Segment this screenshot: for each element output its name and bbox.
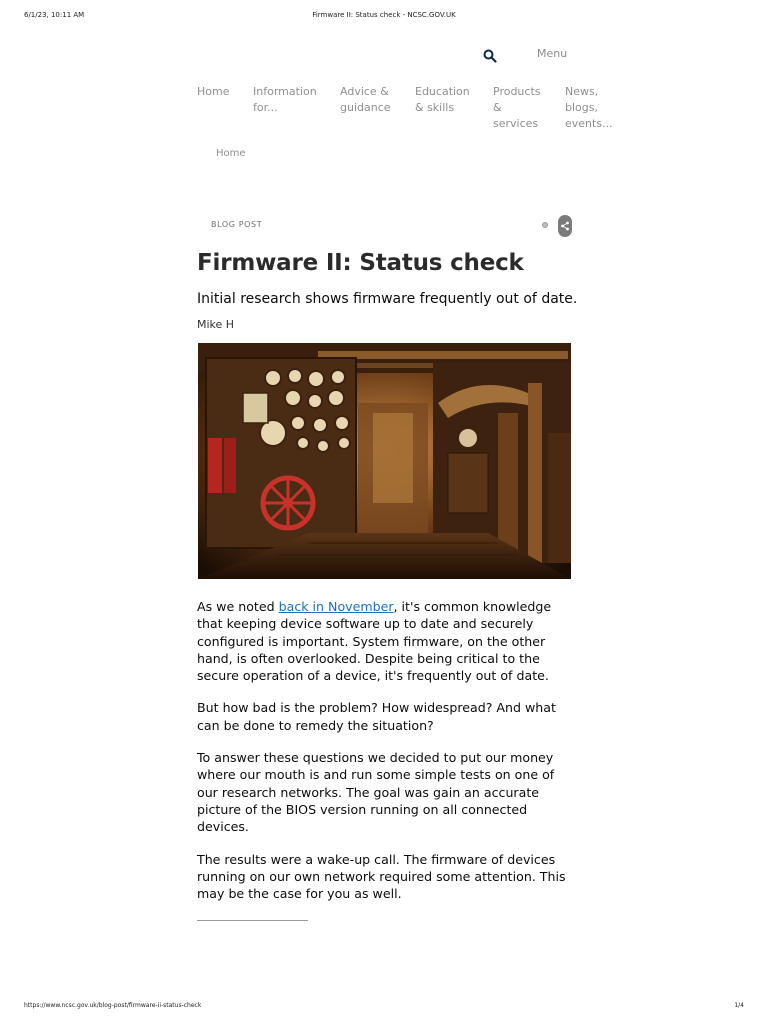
nav-item-label: blogs, <box>565 101 598 114</box>
nav-item-education-skills[interactable] <box>415 84 470 116</box>
share-button[interactable] <box>558 215 572 237</box>
nav-item-label: News, <box>565 85 599 98</box>
nav-item-label: services <box>493 117 539 130</box>
nav-item-label: Education <box>415 85 470 98</box>
nav-item-label: Products <box>493 85 541 98</box>
breadcrumb-home[interactable]: Home <box>216 148 246 159</box>
divider <box>197 920 308 921</box>
paragraph: The results were a wake-up call. The firmware of devices running on our own network required some attention. This may be the case for you as well. <box>197 851 566 902</box>
share-icon <box>560 221 570 231</box>
menu-button[interactable]: Menu <box>537 47 568 60</box>
nav-item-advice-guidance[interactable] <box>340 84 391 116</box>
dot-icon <box>542 222 548 228</box>
content-type-label: BLOG POST <box>211 220 263 229</box>
search-icon[interactable] <box>483 48 497 62</box>
paragraph: To answer these questions we decided to put our money where our mouth is and run some simple tests on one of our research networks. The goal was gain an accurate picture of the BIOS version running on all connected devices. <box>197 750 555 835</box>
nav-item-label: for... <box>253 101 278 114</box>
nav-item-label: guidance <box>340 101 391 114</box>
nav-item-information-for[interactable] <box>253 84 317 116</box>
article-body <box>197 598 575 917</box>
paragraph <box>197 598 575 684</box>
nav-item-label: & skills <box>415 101 455 114</box>
back-in-november-link[interactable]: back in November <box>278 599 394 614</box>
print-url: https://www.ncsc.gov.uk/blog-post/firmware-ii-status-check <box>24 1002 202 1009</box>
nav-item-products-services[interactable] <box>493 84 541 132</box>
main-nav <box>197 84 617 140</box>
article-author: Mike H <box>197 318 235 331</box>
print-title: Firmware II: Status check - NCSC.GOV.UK <box>312 11 456 19</box>
paragraph-text: , it's common knowledge that keeping device software up to date and securely configured is important. System firmware, on the other hand, is often overlooked. Despite being critical to the secure operation of a device, it's frequently out of date. <box>197 599 552 684</box>
article-subtitle: Initial research shows firmware frequently out of date. <box>197 291 578 307</box>
nav-item-home[interactable] <box>197 84 229 100</box>
hero-image <box>198 343 571 579</box>
paragraph: But how bad is the problem? How widespread? And what can be done to remedy the situation? <box>197 700 556 733</box>
print-page-number: 1/4 <box>734 1002 744 1009</box>
nav-item-label: Home <box>197 85 230 98</box>
paragraph-text: As we noted <box>197 599 279 614</box>
page-title: Firmware II: Status check <box>197 250 524 276</box>
print-date: 6/1/23, 10:11 AM <box>24 11 85 19</box>
nav-item-label: events... <box>565 117 613 130</box>
nav-item-label: & <box>493 101 502 114</box>
nav-item-news-blogs-events[interactable] <box>565 84 613 132</box>
nav-item-label: Information <box>253 85 317 98</box>
nav-item-label: Advice & <box>340 85 389 98</box>
